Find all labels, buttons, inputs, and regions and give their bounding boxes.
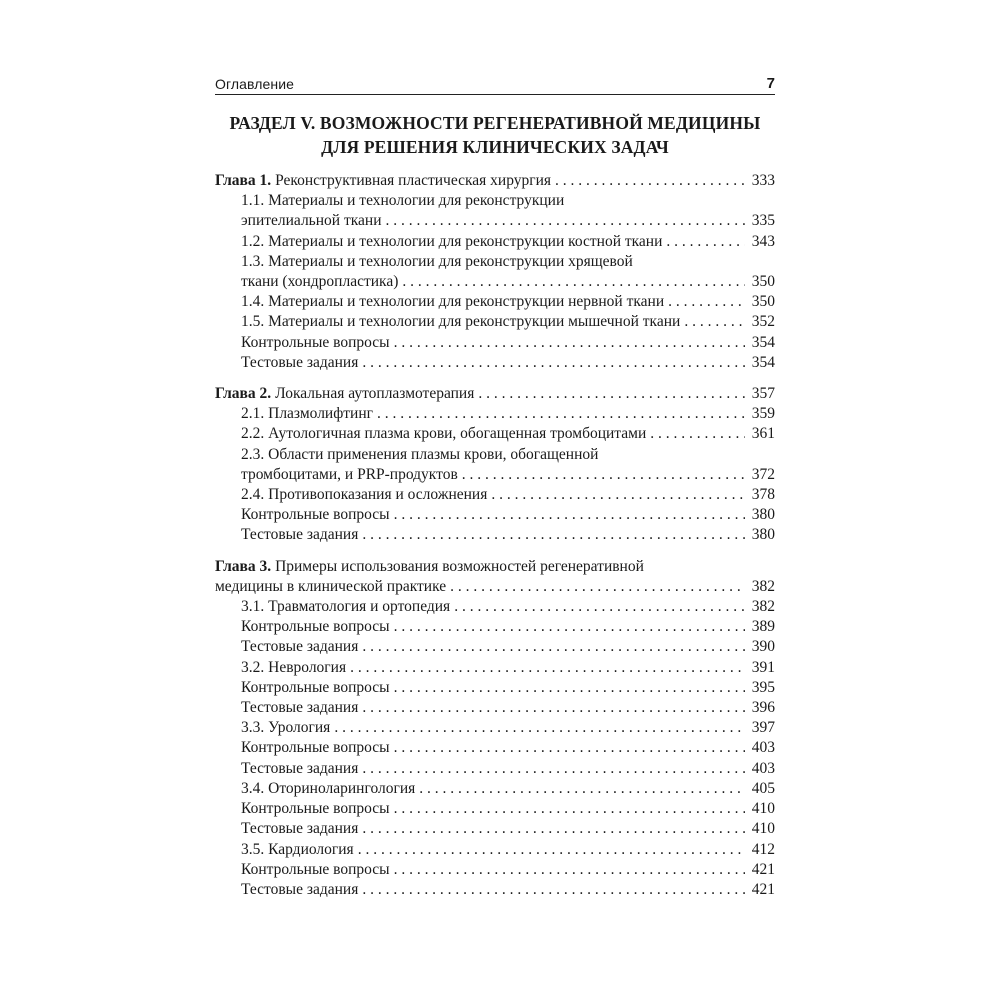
toc-page-number: 333	[751, 172, 775, 189]
toc-entry-title: 1.4. Материалы и технологии для реконструкции нервной ткани	[241, 293, 665, 311]
toc-chapter-line[interactable]	[215, 384, 775, 404]
toc-entry-text	[215, 577, 446, 597]
toc-entry-text	[241, 333, 390, 353]
table-of-contents	[215, 171, 775, 900]
toc-entry	[215, 779, 775, 799]
toc-entry-title: эпителиальной ткани	[241, 212, 382, 230]
toc-entry-line[interactable]	[241, 799, 775, 819]
toc-entry	[215, 840, 775, 860]
toc-entry-title: Контрольные вопросы	[241, 618, 390, 636]
toc-entry	[215, 678, 775, 698]
toc-entry-text	[241, 738, 390, 758]
running-head	[215, 72, 775, 95]
toc-chapter-line[interactable]	[215, 171, 775, 191]
toc-entry-text	[241, 698, 358, 718]
toc-page-number: 357	[751, 385, 775, 403]
dot-leader	[358, 819, 745, 839]
toc-page-number: 391	[751, 658, 775, 676]
toc-entry-line[interactable]	[241, 617, 775, 637]
toc-entry-text	[215, 384, 474, 404]
toc-entry-text	[241, 779, 415, 799]
toc-entry	[215, 658, 775, 678]
toc-page-number: 396	[751, 699, 775, 717]
toc-entry	[215, 191, 775, 231]
toc-page-number: 390	[751, 638, 775, 656]
toc-entry-line[interactable]	[241, 860, 775, 880]
toc-entry-line[interactable]	[241, 353, 775, 373]
toc-entry-text	[241, 353, 358, 373]
toc-entry	[215, 597, 775, 617]
toc-entry-text	[241, 485, 487, 505]
toc-entry-title: 3.4. Оториноларингология	[241, 779, 416, 797]
toc-entry-line[interactable]	[241, 404, 775, 424]
toc-entry-line[interactable]	[241, 272, 775, 292]
toc-entry-text	[241, 272, 398, 292]
toc-entry-title: Контрольные вопросы	[241, 333, 390, 351]
toc-entry-line[interactable]	[241, 718, 775, 738]
section-title-line-2: ДЛЯ РЕШЕНИЯ КЛИНИЧЕСКИХ ЗАДАЧ	[321, 137, 669, 157]
toc-page-number: 372	[751, 465, 775, 483]
toc-entry-title: Тестовые задания	[241, 880, 359, 898]
toc-entry-text	[241, 232, 662, 252]
dot-leader	[373, 404, 745, 424]
toc-entry-first-line: 1.3. Материалы и технологии для реконструкции хрящевой	[241, 252, 633, 270]
toc-entry-text	[241, 211, 382, 231]
toc-entry	[215, 312, 775, 332]
chapter-label: Глава 1.	[215, 172, 272, 189]
toc-entry	[215, 353, 775, 373]
toc-page-number: 395	[751, 678, 775, 696]
toc-entry	[215, 505, 775, 525]
toc-entry-title: Контрольные вопросы	[241, 860, 390, 878]
toc-entry-text	[241, 860, 390, 880]
toc-entry	[215, 445, 775, 485]
toc-entry-title: 2.4. Противопоказания и осложнения	[241, 486, 488, 504]
dot-leader	[390, 617, 745, 637]
toc-entry	[215, 333, 775, 353]
toc-entry-line[interactable]	[241, 819, 775, 839]
toc-entry-title: 3.5. Кардиология	[241, 840, 354, 858]
chapter-title: Реконструктивная пластическая хирургия	[275, 172, 552, 189]
toc-entry-title: ткани (хондропластика)	[241, 273, 399, 291]
toc-entry-first-line: 2.3. Области применения плазмы крови, обогащенной	[241, 445, 599, 463]
toc-entry-line[interactable]	[241, 333, 775, 353]
toc-entry-title: Контрольные вопросы	[241, 739, 390, 757]
toc-entry-line[interactable]	[241, 505, 775, 525]
toc-page-number: 378	[751, 486, 775, 504]
toc-page-number: 350	[751, 293, 775, 311]
toc-entry-title: Тестовые задания	[241, 353, 359, 371]
toc-page-number: 380	[751, 506, 775, 524]
toc-entry	[215, 232, 775, 252]
dot-leader	[358, 880, 745, 900]
dot-leader	[458, 465, 745, 485]
chapter-title-line-1	[215, 557, 775, 577]
toc-entry-line[interactable]	[241, 292, 775, 312]
toc-page-number: 361	[751, 425, 775, 443]
toc-entry-text	[241, 759, 358, 779]
toc-entry-line[interactable]	[241, 738, 775, 758]
chapter-label: Глава 2.	[215, 385, 272, 403]
dot-leader	[664, 292, 745, 312]
toc-page-number: 421	[751, 880, 775, 898]
toc-entry-title: 2.1. Плазмолифтинг	[241, 405, 373, 423]
dot-leader	[450, 597, 745, 617]
toc-entry-text	[241, 637, 358, 657]
toc-entry	[215, 698, 775, 718]
toc-entry-title: Контрольные вопросы	[241, 800, 390, 818]
toc-entry-text	[241, 799, 390, 819]
dot-leader	[358, 525, 745, 545]
dot-leader	[680, 312, 745, 332]
dot-leader	[330, 718, 745, 738]
toc-entry-text	[241, 292, 664, 312]
toc-entry-title: 3.1. Травматология и ортопедия	[241, 598, 451, 616]
toc-page-number: 382	[751, 577, 775, 595]
dot-leader	[354, 840, 745, 860]
toc-entry	[215, 880, 775, 900]
toc-chapter	[215, 557, 775, 900]
dot-leader	[446, 577, 745, 597]
toc-entry-line[interactable]	[241, 658, 775, 678]
toc-entry	[215, 485, 775, 505]
toc-entry-line[interactable]	[241, 485, 775, 505]
dot-leader	[390, 738, 745, 758]
toc-page-number: 352	[751, 313, 775, 331]
toc-page-number: 359	[751, 405, 775, 423]
toc-chapter-heading	[215, 557, 775, 597]
toc-entry-text	[241, 678, 390, 698]
toc-entry-first-line: 1.1. Материалы и технологии для реконструкции	[241, 192, 565, 210]
dot-leader	[358, 698, 745, 718]
page-number: 7	[766, 75, 775, 92]
toc-entry-title: 3.2. Неврология	[241, 658, 347, 676]
toc-entry	[215, 424, 775, 444]
dot-leader	[382, 211, 746, 231]
toc-entry-title: 3.3. Урология	[241, 719, 331, 737]
toc-entry-title: тромбоцитами, и PRP-продуктов	[241, 465, 458, 483]
toc-page-number: 403	[751, 759, 775, 777]
toc-entry	[215, 718, 775, 738]
toc-entry-text	[241, 312, 680, 332]
dot-leader	[390, 799, 745, 819]
toc-entry-line[interactable]	[241, 840, 775, 860]
toc-entry-title: Контрольные вопросы	[241, 678, 390, 696]
dot-leader	[487, 485, 745, 505]
toc-entry-line[interactable]	[241, 779, 775, 799]
toc-entry-title: Тестовые задания	[241, 699, 359, 717]
book-page	[215, 72, 775, 911]
dot-leader	[390, 333, 745, 353]
toc-entry-text	[241, 658, 346, 678]
dot-leader	[474, 384, 745, 404]
toc-entry-line[interactable]	[241, 678, 775, 698]
toc-entry-line[interactable]	[241, 465, 775, 485]
toc-chapter-heading	[215, 384, 775, 404]
toc-entry	[215, 819, 775, 839]
section-title	[215, 111, 775, 159]
toc-entry-line[interactable]	[241, 759, 775, 779]
toc-entry-title: 1.5. Материалы и технологии для реконструкции мышечной ткани	[241, 313, 681, 331]
toc-chapter-heading	[215, 171, 775, 191]
toc-entry-text	[241, 718, 330, 738]
toc-page-number: 405	[751, 779, 775, 797]
toc-entry	[215, 637, 775, 657]
toc-entry-line[interactable]	[241, 637, 775, 657]
toc-entry-line[interactable]	[241, 698, 775, 718]
toc-entry-title: Контрольные вопросы	[241, 506, 390, 524]
section-title-line-1: РАЗДЕЛ V. ВОЗМОЖНОСТИ РЕГЕНЕРАТИВНОЙ МЕДИЦИНЫ	[229, 113, 761, 133]
toc-entry	[215, 525, 775, 545]
toc-entry-title: Тестовые задания	[241, 759, 359, 777]
toc-page-number: 410	[751, 820, 775, 838]
dot-leader	[358, 353, 745, 373]
toc-entry	[215, 252, 775, 292]
running-head-title: Оглавление	[215, 76, 295, 92]
toc-page-number: 410	[751, 800, 775, 818]
toc-entry	[215, 404, 775, 424]
toc-chapter-line[interactable]	[215, 577, 775, 597]
toc-page-number: 412	[751, 840, 775, 858]
dot-leader	[358, 637, 745, 657]
dot-leader	[358, 759, 745, 779]
toc-entry-title: Тестовые задания	[241, 638, 359, 656]
toc-entry	[215, 292, 775, 312]
toc-entry	[215, 738, 775, 758]
toc-entry-line[interactable]	[241, 880, 775, 900]
dot-leader	[398, 272, 745, 292]
toc-page-number: 335	[751, 212, 775, 230]
chapter-title-part: Примеры использования возможностей регенеративной	[275, 557, 644, 575]
toc-entry	[215, 860, 775, 880]
dot-leader	[346, 658, 745, 678]
toc-chapter	[215, 384, 775, 546]
toc-page-number: 421	[751, 860, 775, 878]
toc-entry	[215, 617, 775, 637]
dot-leader	[551, 171, 745, 191]
toc-page-number: 354	[751, 353, 775, 371]
dot-leader	[390, 505, 745, 525]
toc-page-number: 397	[751, 719, 775, 737]
toc-entry	[215, 799, 775, 819]
toc-entry	[215, 759, 775, 779]
toc-entry-line[interactable]	[241, 232, 775, 252]
toc-page-number: 343	[751, 232, 775, 250]
toc-chapter	[215, 171, 775, 373]
toc-entry-line[interactable]	[241, 597, 775, 617]
toc-page-number: 389	[751, 618, 775, 636]
toc-page-number: 354	[751, 333, 775, 351]
toc-entry-line[interactable]	[241, 312, 775, 332]
toc-entry-text	[241, 880, 358, 900]
toc-page-number: 380	[751, 526, 775, 544]
toc-entry-line[interactable]	[241, 525, 775, 545]
toc-entry-text	[241, 465, 458, 485]
toc-page-number: 382	[751, 598, 775, 616]
toc-entry-text	[215, 171, 551, 191]
toc-entry-text	[241, 617, 390, 637]
toc-entry-text	[241, 404, 373, 424]
dot-leader	[390, 860, 745, 880]
toc-entry-text	[241, 819, 358, 839]
dot-leader	[662, 232, 745, 252]
chapter-title: Локальная аутоплазмотерапия	[275, 385, 475, 403]
toc-entry-title: 2.2. Аутологичная плазма крови, обогащенная тромбоцитами	[241, 425, 647, 443]
toc-entry-line[interactable]	[241, 211, 775, 231]
toc-entry-text	[241, 424, 646, 444]
chapter-label: Глава 3.	[215, 557, 272, 575]
toc-entry-text	[241, 840, 354, 860]
dot-leader	[390, 678, 745, 698]
dot-leader	[415, 779, 745, 799]
toc-entry-line[interactable]	[241, 424, 775, 444]
toc-entry-title: Тестовые задания	[241, 526, 359, 544]
toc-entry-title: Тестовые задания	[241, 820, 359, 838]
toc-page-number: 403	[751, 739, 775, 757]
toc-entry-text	[241, 505, 390, 525]
chapter-title: медицины в клинической практике	[215, 577, 447, 595]
toc-entry-title: 1.2. Материалы и технологии для реконструкции костной ткани	[241, 232, 663, 250]
toc-entry-text	[241, 525, 358, 545]
toc-page-number: 350	[751, 273, 775, 291]
dot-leader	[646, 424, 745, 444]
toc-entry-text	[241, 597, 450, 617]
